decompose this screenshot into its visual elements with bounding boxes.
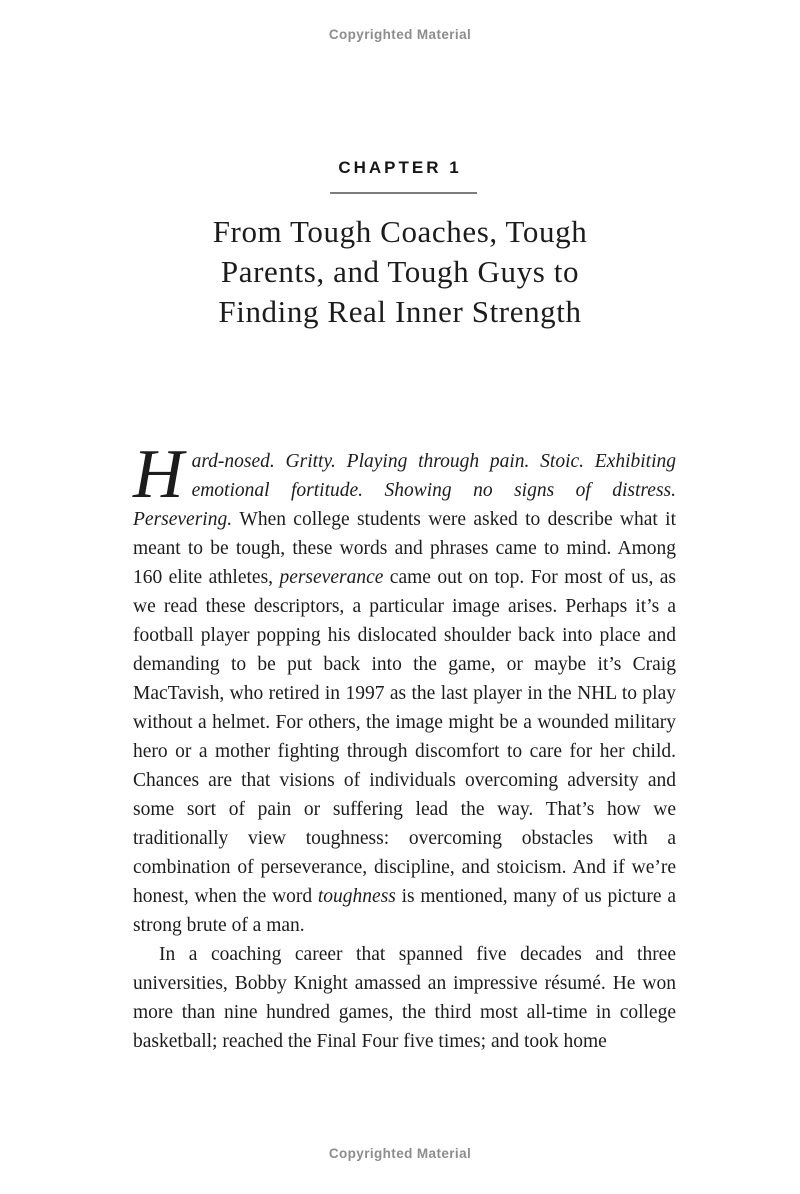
chapter-title-line-3: Finding Real Inner Strength (218, 294, 582, 329)
copyright-watermark-top: Copyrighted Material (328, 27, 472, 42)
chapter-title (0, 212, 800, 332)
paragraph1-text-2: came out on top. For most of us, as we read these descriptors, a particular image arises. Perhaps it’s a football player popping his dislocated shoulder back into place and demanding to be put back into the game, or maybe it’s Craig MacTavish, who retired in 1997 as the last player in the NHL to play without a helmet. For others, the image might be a wounded military hero or a mother fighting through discomfort to care for her child. Chances are that visions of individuals overcoming adversity and some sort of pain or suffering lead the way. That’s how we traditionally view toughness: overcoming obstacles with a combination of perseverance, discipline, and stoicism. And if we’re honest, when the word (133, 567, 676, 907)
paragraph1-italic-perseverance: perseverance (279, 567, 384, 588)
paragraph-bobby-knight: In a coaching career that spanned five decades and three universities, Bobby Knight amassed an impressive résumé. He won more than nine hundred games, the third most all-time in college basketball; reached the Final Four five times; and took home (133, 944, 676, 1052)
chapter-title-line-1: From Tough Coaches, Tough (212, 214, 588, 249)
chapter-title-line-2: Parents, and Tough Guys to (220, 254, 580, 289)
drop-cap: H (133, 436, 184, 513)
copyright-watermark-bottom: Copyrighted Material (328, 1146, 472, 1161)
chapter-label: CHAPTER 1 (338, 158, 462, 177)
paragraph1-text-1: When college students were asked to describe what it meant to be tough, these words and phrases came to mind. Among 160 elite athletes, (133, 509, 676, 588)
paragraph-opening (133, 436, 676, 940)
opening-italic-lead: ard-nosed. Gritty. Playing through pain. Stoic. Exhibiting emotional fortitude. Showing no signs of distress. Persevering. (133, 451, 676, 530)
chapter-rule-divider (330, 192, 477, 194)
body-text-block (133, 436, 676, 1056)
paragraph1-text-3: is mentioned, many of us picture a strong brute of a man. (133, 886, 676, 936)
paragraph1-italic-toughness: toughness (317, 886, 396, 907)
